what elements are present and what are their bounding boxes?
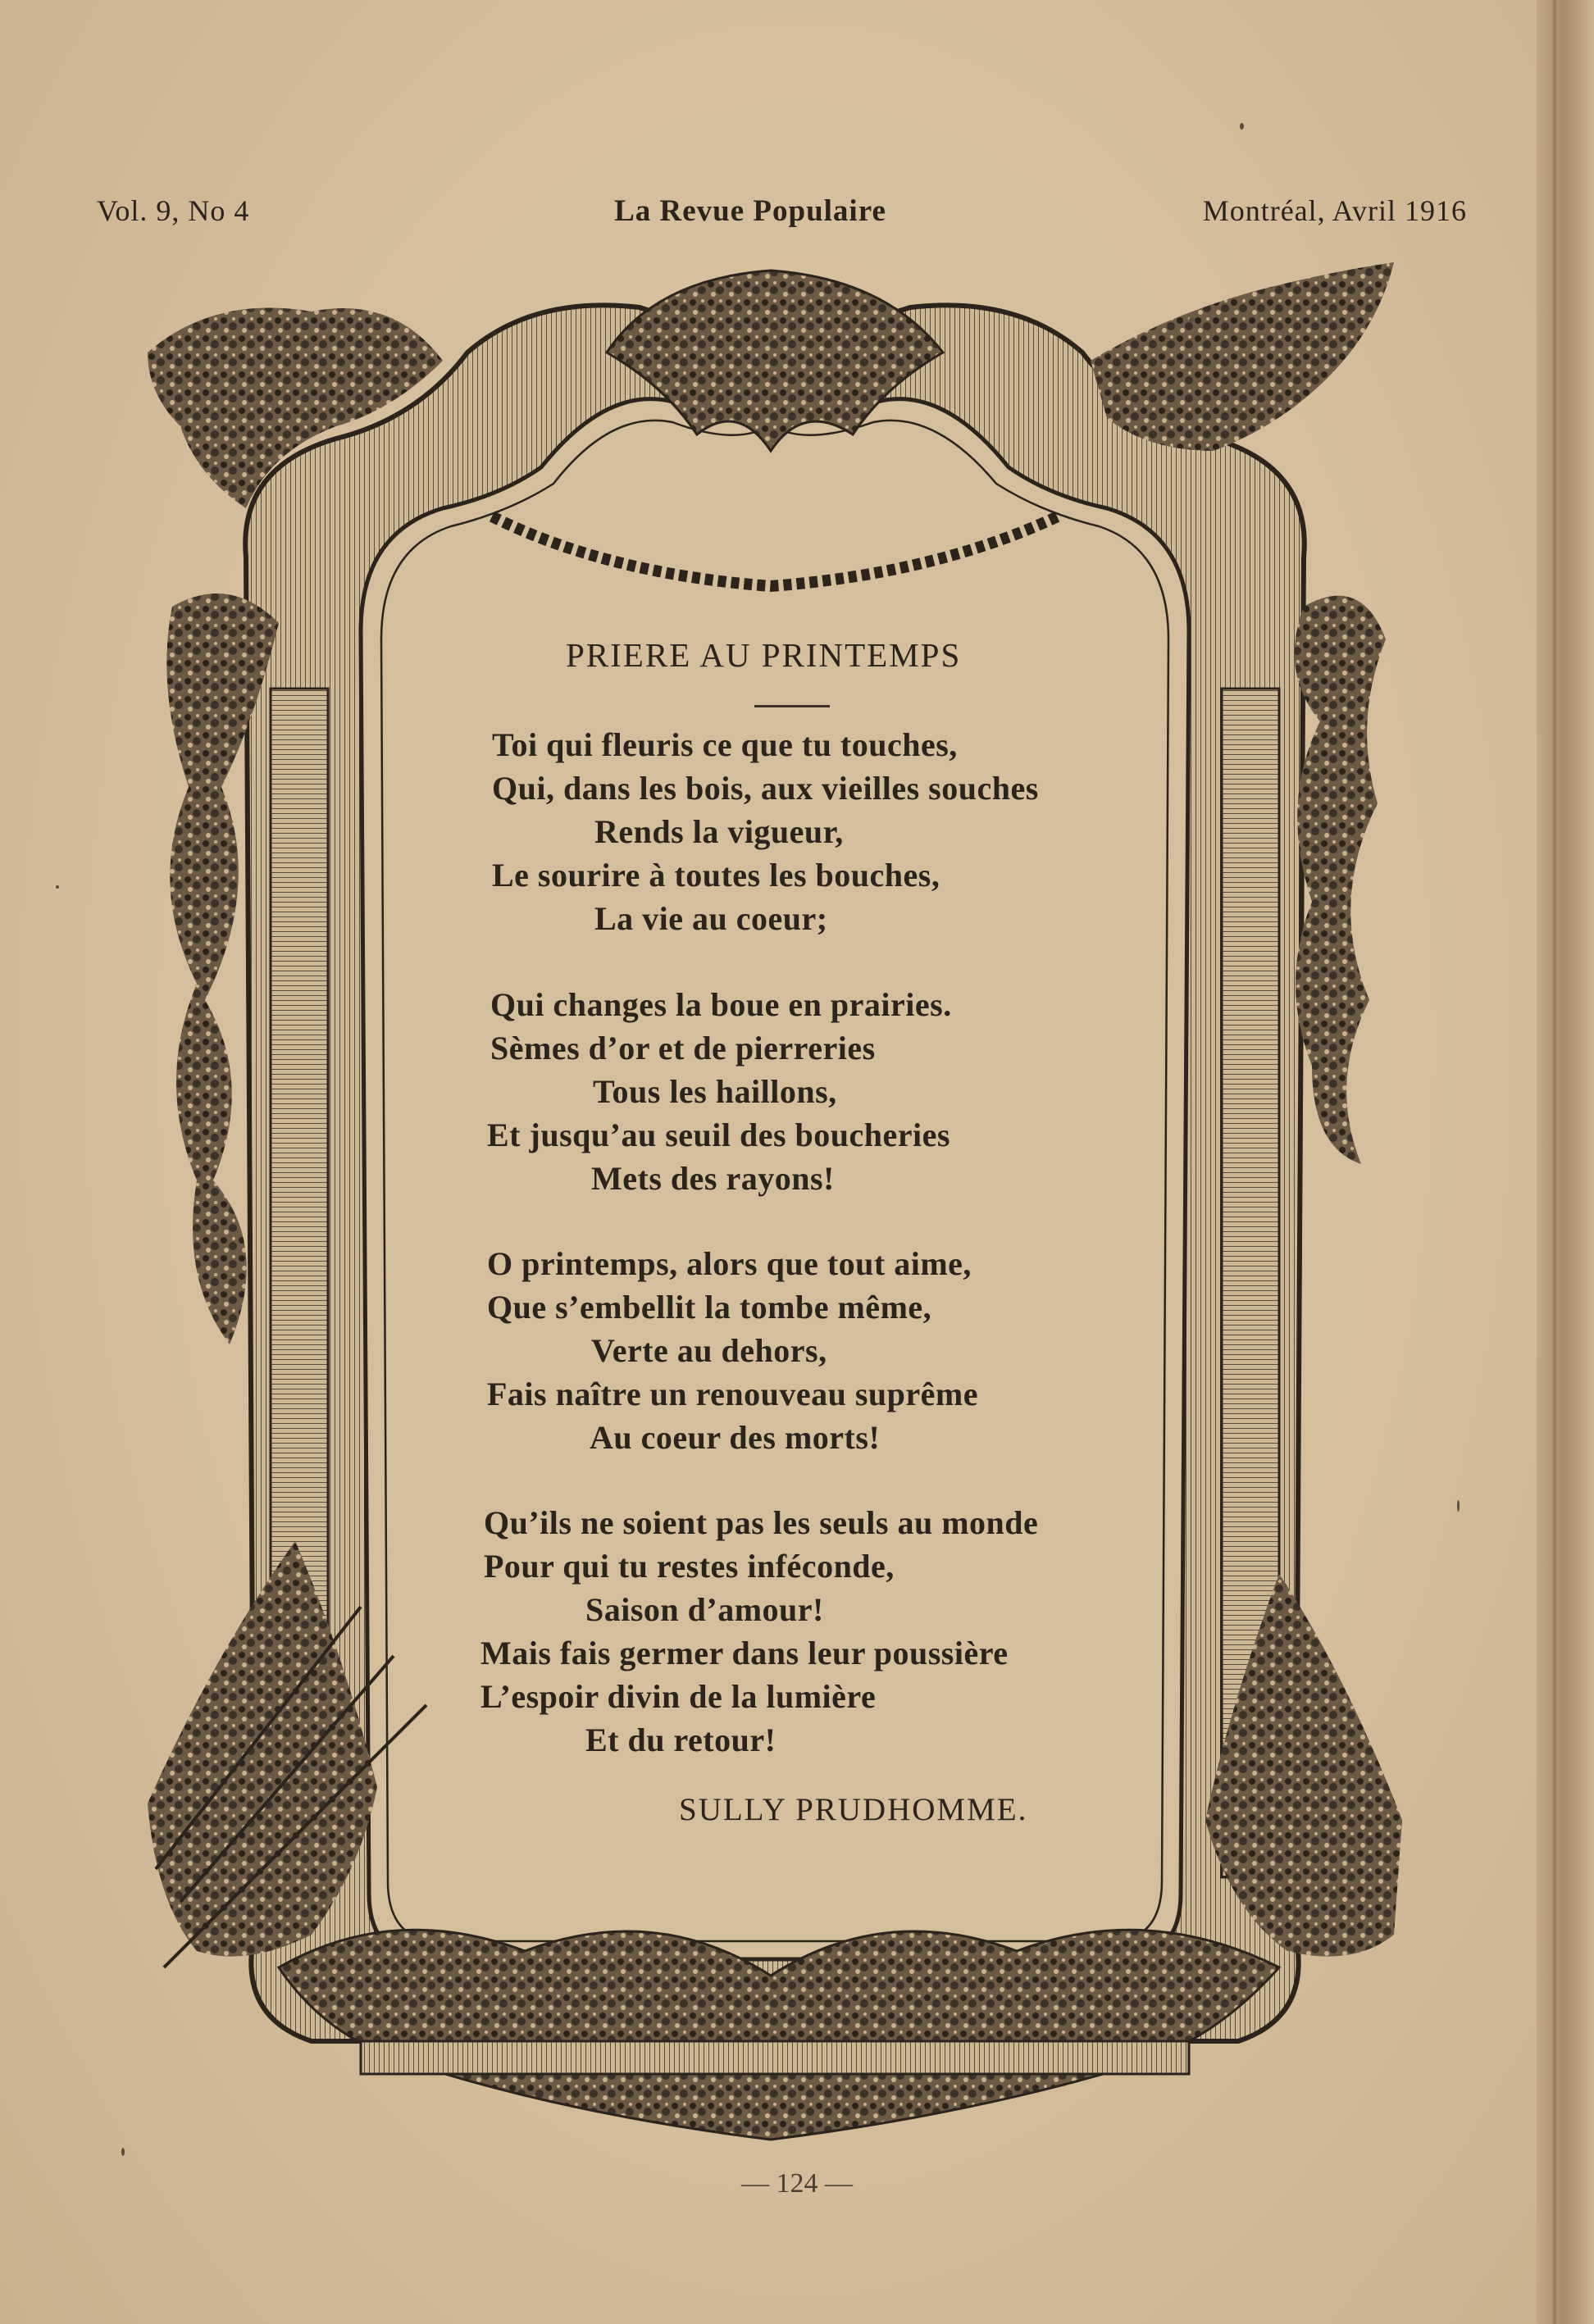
poem-line: O printemps, alors que tout aime, [487, 1245, 972, 1282]
poem-line: Et du retour! [585, 1721, 777, 1758]
ornamental-frame [148, 262, 1402, 2148]
poem-line: Toi qui fleuris ce que tu touches, [492, 726, 958, 763]
poem-line: La vie au coeur; [594, 900, 828, 937]
header-volume: Vol. 9, No 4 [97, 194, 250, 227]
poem-line: Verte au dehors, [591, 1332, 827, 1369]
header-dateline: Montréal, Avril 1916 [1202, 194, 1467, 227]
poem-line: Que s’embellit la tombe même, [487, 1289, 932, 1326]
gutter-edge [1553, 0, 1556, 2324]
poem-line: Sèmes d’or et de pierreries [490, 1030, 876, 1066]
poem-line: Rends la vigueur, [594, 813, 844, 850]
paper-speck [121, 2148, 125, 2156]
paper-speck [1189, 317, 1194, 322]
poem-line: Qui, dans les bois, aux vieilles souches [492, 770, 1039, 807]
poem-line: Mais fais germer dans leur poussière [480, 1635, 1009, 1671]
header-magazine-title: La Revue Populaire [614, 194, 886, 228]
poem-line: Qui changes la boue en prairies. [490, 986, 952, 1023]
paper-speck [1240, 123, 1244, 130]
poem-title: PRIERE AU PRINTEMPS [566, 636, 962, 674]
book-gutter [1537, 0, 1594, 2324]
title-divider [754, 705, 830, 707]
poem-author: SULLY PRUDHOMME. [679, 1792, 1028, 1827]
poem-line: Qu’ils ne soient pas les seuls au monde [484, 1504, 1039, 1541]
poem-line: Au coeur des morts! [590, 1419, 881, 1456]
poem-line: Mets des rayons! [591, 1160, 835, 1197]
poem-line: Tous les haillons, [593, 1073, 837, 1110]
poem-line: L’espoir divin de la lumière [480, 1678, 877, 1715]
page-number: — 124 — [741, 2168, 853, 2199]
poem-line: Fais naître un renouveau suprême [487, 1376, 978, 1412]
poem-line: Saison d’amour! [585, 1591, 824, 1628]
poem-line: Le sourire à toutes les bouches, [492, 857, 940, 894]
poem-line: Pour qui tu restes inféconde, [484, 1548, 895, 1585]
paper-speck [56, 885, 59, 889]
paper-speck [1457, 1500, 1460, 1512]
poem-line: Et jusqu’au seuil des boucheries [487, 1117, 950, 1153]
